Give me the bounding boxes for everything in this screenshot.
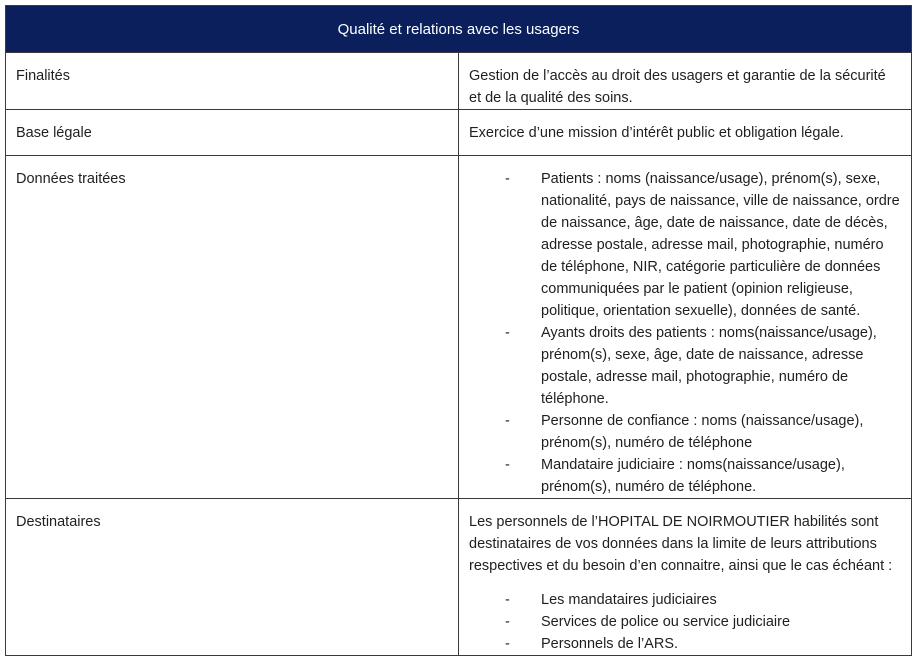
dash-bullet: - [505,592,510,608]
table-row-base-legale [6,110,912,156]
dash-bullet: - [505,636,510,652]
dash-bullet: - [505,325,510,341]
list-item [505,611,901,633]
table-header: Qualité et relations avec les usagers [6,6,912,53]
list-item [505,168,901,322]
list-item-text: Patients : noms (naissance/usage), prénom(s), sexe, nationalité, pays de naissance, ville de naissance, ordre de naissance, âge, date de naissance, date de décès, adresse postale, adresse mail, photographie, numéro de téléphone, NIR, catégorie particulière de données communiquées par le patient (opinion religieuse, politique, orientation sexuelle), données de santé. [541,171,900,319]
row-value-base-legale: Exercice d’une mission d’intérêt public et obligation légale. [459,110,912,156]
row-label-donnees: Données traitées [6,156,459,499]
table-row-donnees [6,156,912,499]
row-value-donnees [459,156,912,499]
dash-bullet: - [505,614,510,630]
row-label-destinataires: Destinataires [6,499,459,656]
row-value-finalites: Gestion de l’accès au droit des usagers et garantie de la sécurité et de la qualité des soins. [459,53,912,110]
list-item [505,589,901,611]
list-item [505,633,901,655]
table-row-finalites [6,53,912,110]
destinataires-list [469,589,901,655]
list-item [505,410,901,454]
list-item [505,322,901,410]
destinataires-intro: Les personnels de l’HOPITAL DE NOIRMOUTIER habilités sont destinataires de vos données dans la limite de leurs attributions respectives et du besoin d’en connaitre, ainsi que le cas échéant : [469,514,893,574]
row-value-destinataires [459,499,912,656]
dash-bullet: - [505,171,510,187]
list-item-text: Mandataire judiciaire : noms(naissance/usage), prénom(s), numéro de téléphone. [541,457,845,495]
dash-bullet: - [505,457,510,473]
row-label-base-legale: Base légale [6,110,459,156]
list-item-text: Services de police ou service judiciaire [541,614,791,630]
row-label-finalites: Finalités [6,53,459,110]
table-row-destinataires [6,499,912,656]
list-item-text: Personne de confiance : noms (naissance/usage), prénom(s), numéro de téléphone [541,413,864,451]
data-processing-table [5,5,912,656]
list-item-text: Ayants droits des patients : noms(naissance/usage), prénom(s), sexe, âge, date de naissance, adresse postale, adresse mail, photographie, numéro de téléphone. [541,325,877,407]
dash-bullet: - [505,413,510,429]
list-item-text: Les mandataires judiciaires [541,592,717,608]
list-item [505,454,901,498]
list-item-text: Personnels de l’ARS. [541,636,679,652]
donnees-list [469,168,901,498]
